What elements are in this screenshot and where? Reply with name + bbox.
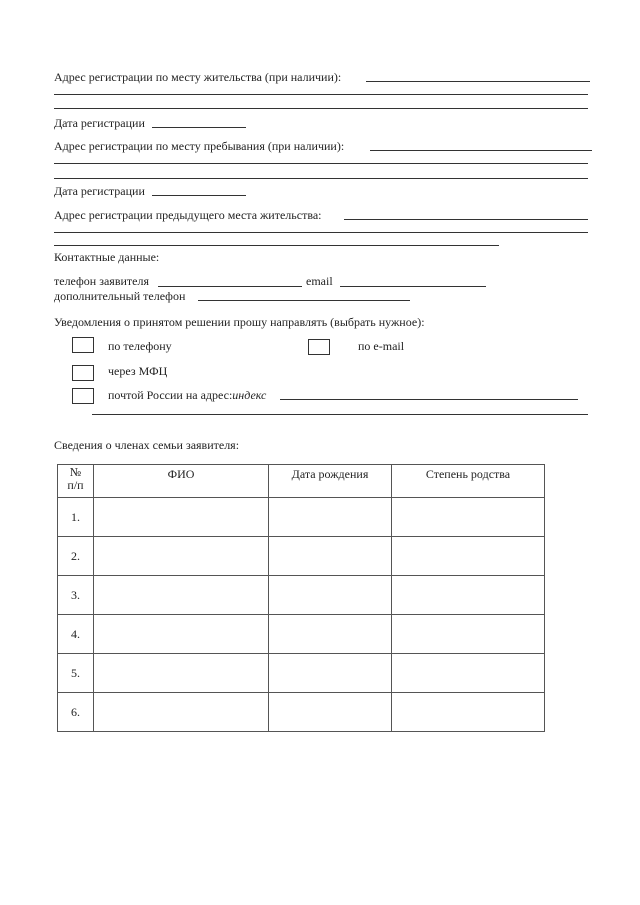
registration-date-field-2[interactable] (152, 195, 246, 196)
post-address-field[interactable] (280, 399, 578, 400)
row-number: 2. (58, 537, 94, 576)
family-members-table (57, 464, 545, 732)
birth-date-cell[interactable] (269, 537, 392, 576)
header-fio: ФИО (94, 465, 269, 498)
phone-option-label: по телефону (108, 339, 172, 353)
row-number: 1. (58, 498, 94, 537)
phone-option-checkbox[interactable] (72, 337, 94, 353)
post-option-label: почтой России на адрес:индекс (108, 388, 267, 402)
row-number: 3. (58, 576, 94, 615)
registration-date-label-1: Дата регистрации (54, 116, 145, 130)
relationship-cell[interactable] (392, 576, 545, 615)
phone-label: телефон заявителя (54, 274, 149, 288)
email-label: email (306, 274, 333, 288)
table-header-row (58, 465, 545, 498)
previous-address-line-3[interactable] (54, 245, 499, 246)
birth-date-cell[interactable] (269, 498, 392, 537)
post-address-line-2[interactable] (92, 414, 588, 415)
registration-date-field-1[interactable] (152, 127, 246, 128)
email-field[interactable] (340, 286, 486, 287)
phone-field[interactable] (158, 286, 302, 287)
residence-address-line-2[interactable] (54, 94, 588, 95)
relationship-cell[interactable] (392, 693, 545, 732)
previous-address-label: Адрес регистрации предыдущего места жительства: (54, 208, 322, 222)
stay-address-field[interactable] (370, 150, 592, 151)
stay-address-line-3[interactable] (54, 178, 588, 179)
contacts-label: Контактные данные: (54, 250, 160, 264)
post-index-label: индекс (232, 388, 267, 402)
table-row (58, 537, 545, 576)
previous-address-line-2[interactable] (54, 232, 588, 233)
mfc-option-checkbox[interactable] (72, 365, 94, 381)
row-number: 4. (58, 615, 94, 654)
fio-cell[interactable] (94, 576, 269, 615)
birth-date-cell[interactable] (269, 615, 392, 654)
residence-address-field[interactable] (366, 81, 590, 82)
header-birth-date: Дата рождения (269, 465, 392, 498)
table-row (58, 654, 545, 693)
mfc-option-label: через МФЦ (108, 364, 168, 378)
relationship-cell[interactable] (392, 615, 545, 654)
birth-date-cell[interactable] (269, 576, 392, 615)
row-number: 5. (58, 654, 94, 693)
header-number-text: № п/п (67, 465, 84, 492)
notify-label: Уведомления о принятом решении прошу направлять (выбрать нужное): (54, 315, 425, 329)
post-option-checkbox[interactable] (72, 388, 94, 404)
registration-date-label-2: Дата регистрации (54, 184, 145, 198)
fio-cell[interactable] (94, 654, 269, 693)
relationship-cell[interactable] (392, 654, 545, 693)
birth-date-cell[interactable] (269, 693, 392, 732)
row-number: 6. (58, 693, 94, 732)
extra-phone-field[interactable] (198, 300, 410, 301)
stay-address-line-2[interactable] (54, 163, 588, 164)
residence-address-label: Адрес регистрации по месту жительства (при наличии): (54, 70, 342, 84)
fio-cell[interactable] (94, 693, 269, 732)
fio-cell[interactable] (94, 615, 269, 654)
email-option-label: по e-mail (358, 339, 405, 353)
table-row (58, 576, 545, 615)
previous-address-field[interactable] (344, 219, 588, 220)
relationship-cell[interactable] (392, 498, 545, 537)
table-row (58, 615, 545, 654)
fio-cell[interactable] (94, 537, 269, 576)
residence-address-line-3[interactable] (54, 108, 588, 109)
relationship-cell[interactable] (392, 537, 545, 576)
table-row (58, 498, 545, 537)
extra-phone-label: дополнительный телефон (54, 289, 186, 303)
birth-date-cell[interactable] (269, 654, 392, 693)
email-option-checkbox[interactable] (308, 339, 330, 355)
table-row (58, 693, 545, 732)
fio-cell[interactable] (94, 498, 269, 537)
stay-address-label: Адрес регистрации по месту пребывания (при наличии): (54, 139, 345, 153)
family-label: Сведения о членах семьи заявителя: (54, 438, 240, 452)
header-relationship: Степень родства (392, 465, 545, 498)
header-number (58, 465, 94, 498)
